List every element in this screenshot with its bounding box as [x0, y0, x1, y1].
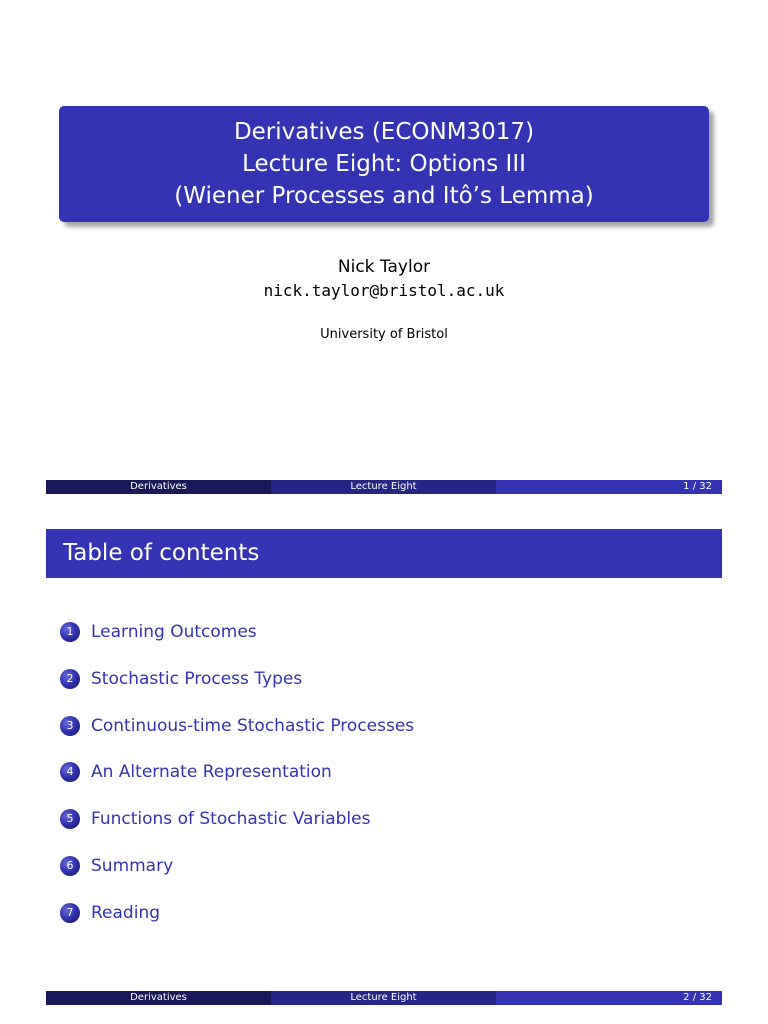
- footer-bar: [46, 991, 722, 1005]
- author-email: nick.taylor@bristol.ac.uk: [263, 281, 505, 300]
- table-of-contents: [60, 622, 414, 950]
- toc-number-ball: 6: [60, 856, 80, 876]
- institute: University of Bristol: [320, 327, 448, 342]
- footer-short-title: Derivatives: [46, 480, 271, 494]
- toc-item-label: Continuous-time Stochastic Processes: [91, 715, 415, 736]
- toc-item-summary[interactable]: [60, 856, 414, 903]
- toc-number-ball: 4: [60, 762, 80, 782]
- title-block: [59, 106, 709, 222]
- toc-item-continuous-time[interactable]: [60, 716, 414, 763]
- toc-item-learning-outcomes[interactable]: [60, 622, 414, 669]
- footer-subtitle: Lecture Eight: [271, 991, 496, 1005]
- toc-item-label: Reading: [91, 902, 161, 923]
- toc-item-label: Functions of Stochastic Variables: [91, 809, 371, 830]
- toc-item-stochastic-process-types[interactable]: [60, 669, 414, 716]
- frame-title: Table of contents: [46, 529, 722, 578]
- title-line-3: (Wiener Processes and Itô’s Lemma): [174, 183, 594, 209]
- toc-number-ball: 7: [60, 903, 80, 923]
- toc-item-alternate-representation[interactable]: [60, 762, 414, 809]
- toc-number-ball: 5: [60, 809, 80, 829]
- footer-bar: [46, 480, 722, 494]
- toc-item-label: Summary: [91, 855, 174, 876]
- toc-number-ball: 3: [60, 716, 80, 736]
- title-line-1: Derivatives (ECONM3017): [233, 119, 535, 145]
- title-line-2: Lecture Eight: Options III: [242, 151, 526, 177]
- toc-number-ball: 2: [60, 669, 80, 689]
- toc-item-label: Stochastic Process Types: [91, 668, 303, 689]
- toc-item-functions-stochastic[interactable]: [60, 809, 414, 856]
- footer-page-number: 2 / 32: [496, 991, 722, 1005]
- footer-page-number: 1 / 32: [496, 480, 722, 494]
- toc-number-ball: 1: [60, 622, 80, 642]
- toc-item-label: Learning Outcomes: [91, 622, 257, 642]
- toc-item-label: An Alternate Representation: [91, 762, 332, 783]
- toc-item-reading[interactable]: [60, 903, 414, 950]
- author-name: Nick Taylor: [337, 257, 431, 277]
- footer-subtitle: Lecture Eight: [271, 480, 496, 494]
- toc-slide: [0, 512, 768, 1024]
- footer-short-title: Derivatives: [46, 991, 271, 1005]
